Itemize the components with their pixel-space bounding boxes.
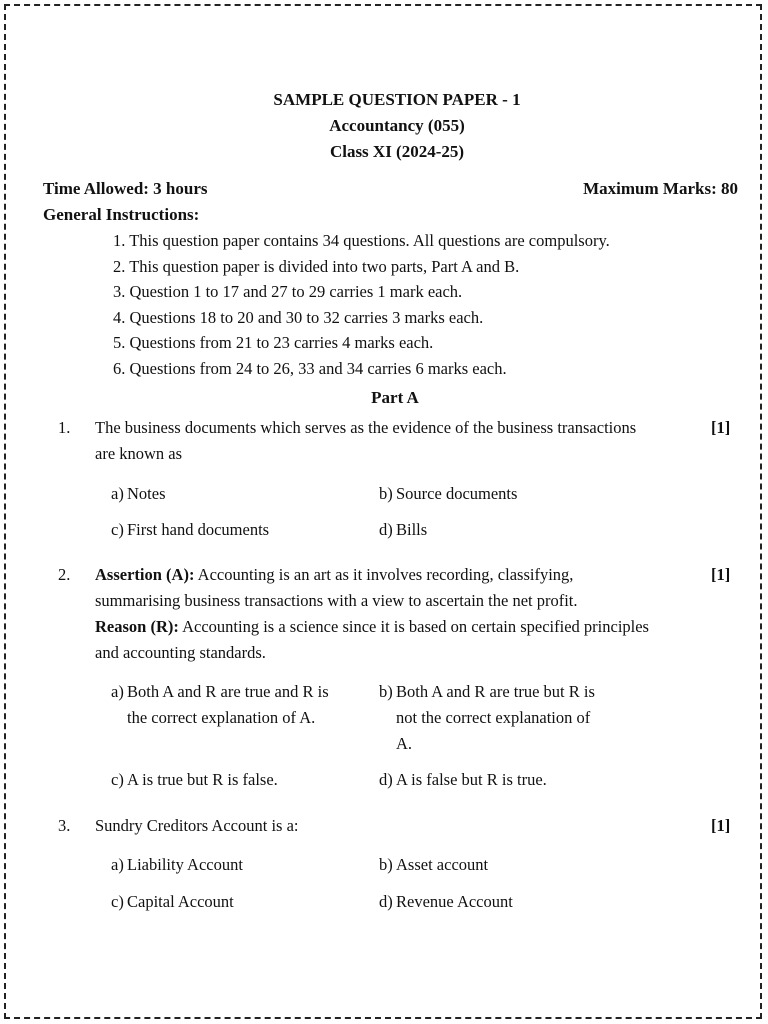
- option-label: a): [111, 855, 124, 874]
- instruction-item: 6. Questions from 24 to 26, 33 and 34 carries 6 marks each.: [113, 359, 507, 378]
- class-title: Class XI (2024-25): [329, 142, 465, 161]
- option-text: the correct explanation of A.: [127, 708, 316, 727]
- assertion-text: summarising business transactions with a view to ascertain the net profit.: [95, 591, 578, 610]
- option-label: d): [379, 770, 393, 789]
- instruction-item: 4. Questions 18 to 20 and 30 to 32 carries 3 marks each.: [113, 308, 484, 327]
- reason-text: Accounting is a science since it is based on certain specified principles: [182, 617, 649, 636]
- option-text: A is false but R is true.: [396, 770, 547, 789]
- option-label: d): [379, 520, 393, 539]
- subject-title: Accountancy (055): [329, 116, 465, 135]
- reason-line: [95, 617, 649, 637]
- option-text: Both A and R are true but R is: [396, 682, 595, 701]
- option-text: Revenue Account: [396, 892, 513, 911]
- question-marks: [1]: [711, 565, 731, 584]
- option-label: a): [111, 682, 124, 701]
- assertion-label: Assertion (A):: [95, 565, 195, 584]
- option-text: A.: [396, 734, 413, 753]
- option-text: A is true but R is false.: [127, 770, 278, 789]
- question-marks: [1]: [711, 418, 731, 437]
- question-number: 3.: [58, 816, 71, 835]
- option-text: not the correct explanation of: [396, 708, 591, 727]
- assertion-text: Accounting is an art as it involves recording, classifying,: [197, 565, 574, 584]
- question-number: 2.: [58, 565, 71, 584]
- instruction-item: 1. This question paper contains 34 questions. All questions are compulsory.: [113, 231, 610, 250]
- maximum-marks: Maximum Marks: 80: [583, 179, 738, 198]
- option-label: c): [111, 892, 124, 911]
- part-a-heading: Part A: [371, 388, 419, 407]
- instruction-item: 3. Question 1 to 17 and 27 to 29 carries 1 mark each.: [113, 282, 463, 301]
- option-label: c): [111, 520, 124, 539]
- option-text: First hand documents: [127, 520, 270, 539]
- option-text: Capital Account: [127, 892, 234, 911]
- question-text: are known as: [95, 444, 183, 463]
- question-text: The business documents which serves as the evidence of the business transactions: [95, 418, 637, 437]
- paper-title: SAMPLE QUESTION PAPER - 1: [273, 90, 521, 109]
- option-text: Liability Account: [127, 855, 243, 874]
- option-label: d): [379, 892, 393, 911]
- reason-text: and accounting standards.: [95, 643, 266, 662]
- option-text: Both A and R are true and R is: [127, 682, 329, 701]
- option-label: b): [379, 682, 393, 701]
- option-label: b): [379, 484, 393, 503]
- instruction-item: 2. This question paper is divided into two parts, Part A and B.: [113, 257, 520, 276]
- option-text: Bills: [396, 520, 428, 539]
- question-number: 1.: [58, 418, 71, 437]
- option-text: Source documents: [396, 484, 518, 503]
- question-text: Sundry Creditors Account is a:: [95, 816, 299, 835]
- time-allowed: Time Allowed: 3 hours: [43, 179, 208, 198]
- option-label: c): [111, 770, 124, 789]
- reason-label: Reason (R):: [95, 617, 179, 636]
- option-text: Notes: [127, 484, 166, 503]
- option-text: Asset account: [396, 855, 489, 874]
- general-instructions-heading: General Instructions:: [43, 205, 200, 224]
- option-label: a): [111, 484, 124, 503]
- instruction-item: 5. Questions from 21 to 23 carries 4 marks each.: [113, 333, 434, 352]
- option-label: b): [379, 855, 393, 874]
- assertion-line: [95, 565, 573, 585]
- question-marks: [1]: [711, 816, 731, 835]
